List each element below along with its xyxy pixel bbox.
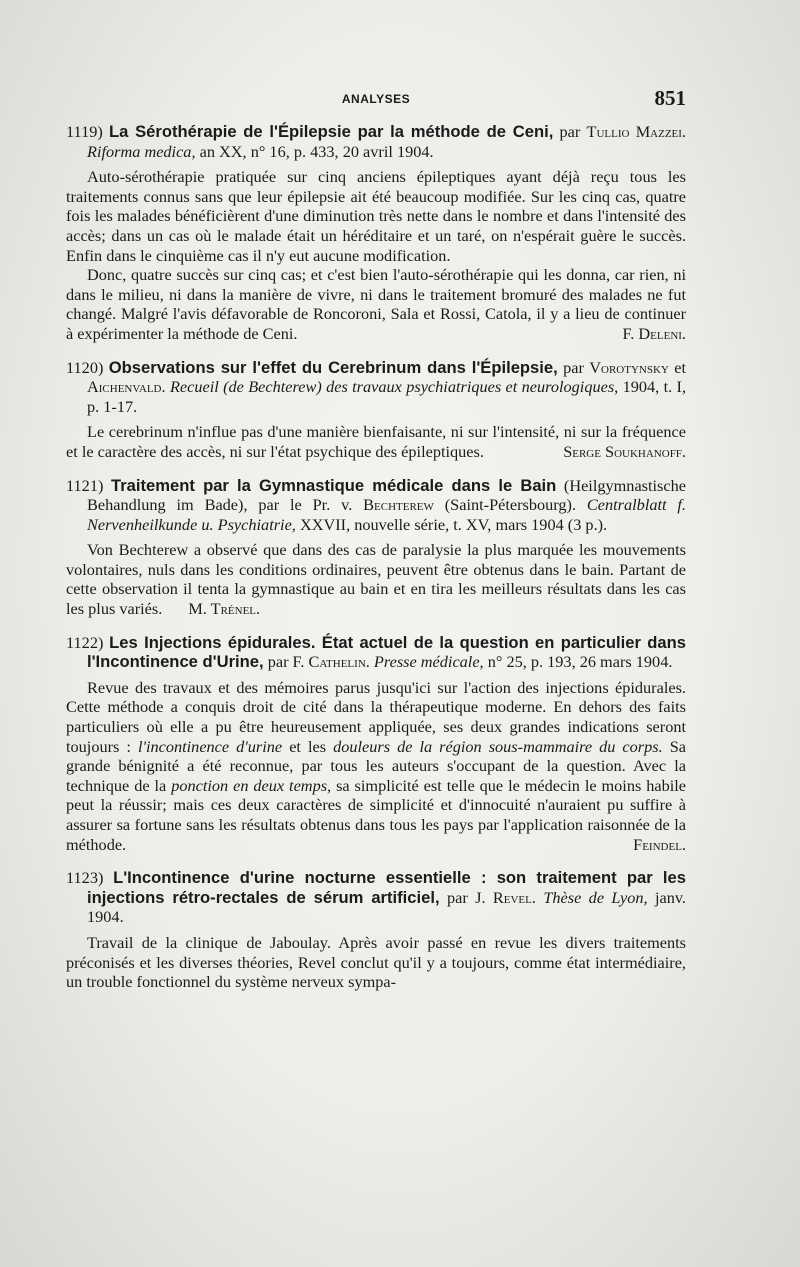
citation: an XX, n° 16, p. 433, 20 avril 1904. bbox=[199, 141, 434, 161]
entry-heading bbox=[66, 358, 686, 417]
paragraph-text: Donc, quatre succès sur cinq cas; et c'est bien l'auto-sérothérapie qui les donna, car rien, ni dans le milieu, ni dans la manière de vivre, ni dans le traitement bromuré des malades ne fut changé. Malgré l'avis défavorable de Roncoroni, Sala et Rossi, Catola, il y a lieu de continuer à expérimenter la méthode de Ceni. bbox=[66, 265, 686, 343]
entry-title: Traitement par la Gymnastique médicale dans le Bain bbox=[111, 475, 557, 495]
paragraph bbox=[66, 678, 686, 854]
journal: Riforma medica, bbox=[87, 141, 196, 161]
entry-number: 1119) bbox=[66, 122, 103, 141]
paragraph: Auto-sérothérapie pratiquée sur cinq anciens épileptiques ayant déjà reçu tous les traitements connus sans que leur épilepsie ait été beaucoup modifiée. Sur les cinq cas, quatre fois les malades bénéficièrent d'une diminution très nette dans le nombre et dans l'intensité des accès; dans un cas où le malade était un héréditaire et un taré, on n'espérait guère le succès. Enfin dans le cinquième cas il n'y eut aucune modification. bbox=[66, 167, 686, 265]
author-2: Aichenvald. bbox=[87, 377, 166, 397]
entry-body bbox=[66, 422, 686, 461]
entry-title: Observations sur l'effet du Cerebrinum dans l'Épilepsie, bbox=[108, 357, 558, 377]
emphasis: douleurs de la région sous-mammaire du corps. bbox=[333, 736, 663, 756]
paragraph-text: Revue des travaux et des mémoires parus jusqu'ici sur l'action des injections épidurales. Cette méthode a conquis droit de cité dans la thérapeutique moderne. En dehors des faits particuliers où elle a pu être heureusement appliquée, ses deux grandes indications seront toujours : bbox=[66, 677, 686, 756]
entry-body bbox=[66, 540, 686, 618]
signature: F. Deleni. bbox=[622, 323, 686, 343]
entry-body bbox=[66, 933, 686, 992]
paragraph: Travail de la clinique de Jaboulay. Après avoir passé en revue les divers traitements préconisés et les diverses théories, Revel conclut qu'il y a toujours, comme état intermédiaire, un trouble fonctionnel du système nerveux sympa- bbox=[66, 932, 686, 992]
entry-title: La Sérothérapie de l'Épilepsie par la méthode de Ceni, bbox=[109, 122, 554, 141]
by-word: par bbox=[559, 122, 581, 141]
by-word: par bbox=[563, 357, 584, 377]
signature: Serge Soukhanoff. bbox=[563, 441, 686, 461]
entry-number: 1122) bbox=[66, 632, 104, 652]
entry-heading bbox=[66, 633, 686, 672]
by-word: par J. bbox=[446, 887, 486, 907]
emphasis: l'incontinence d'urine bbox=[137, 736, 283, 756]
entry-subtitle: (Heilgymnastische Behandlung im Bade), par le Pr. v. bbox=[87, 475, 686, 515]
author: Revel. bbox=[492, 887, 536, 907]
entry-body bbox=[66, 678, 686, 854]
entry-heading bbox=[66, 476, 686, 535]
citation: janv. 1904. bbox=[87, 887, 686, 927]
running-head: ANALYSES bbox=[341, 92, 411, 106]
paragraph-text: Von Bechterew a observé que dans des cas de paralysie la plus marquée les mouvements volontaires, nuls dans les conditions ordinaires, peuvent être obtenus dans le bain. Partant de cette observation il tenta la gymnastique au bain et en tira les meilleurs résultats dans les cas les plus variés. bbox=[66, 540, 686, 619]
entry-heading bbox=[66, 868, 686, 927]
author: Bechterew bbox=[363, 495, 434, 515]
entry-body bbox=[66, 167, 686, 343]
entry-heading bbox=[66, 122, 686, 161]
page-number: 851 bbox=[654, 86, 686, 110]
journal: Presse médicale, bbox=[373, 652, 484, 672]
and-word: et bbox=[674, 357, 686, 377]
abstract-entry-1121 bbox=[66, 476, 686, 619]
page-header bbox=[66, 86, 686, 114]
by-word: par F. bbox=[267, 652, 305, 672]
author: Vorotynsky bbox=[589, 357, 669, 377]
paragraph bbox=[66, 540, 686, 618]
abstract-entry-1123 bbox=[66, 868, 686, 992]
paragraph bbox=[66, 265, 686, 343]
paragraph-text: et les bbox=[289, 736, 327, 756]
entry-number: 1121) bbox=[66, 475, 104, 495]
author: Tullio Mazzei. bbox=[586, 122, 686, 141]
citation: n° 25, p. 193, 26 mars 1904. bbox=[487, 652, 673, 672]
paragraph bbox=[66, 422, 686, 461]
entry-number: 1123) bbox=[66, 868, 104, 888]
author: Cathelin. bbox=[308, 652, 370, 672]
page-content bbox=[66, 122, 686, 1006]
signature: Feindel. bbox=[633, 834, 686, 854]
journal: Centralblatt f. Nervenheilkunde u. Psychiatrie, bbox=[87, 495, 686, 534]
abstract-entry-1120 bbox=[66, 358, 686, 462]
author-place: (Saint-Pétersbourg). bbox=[444, 495, 577, 515]
emphasis: ponction en deux temps, bbox=[171, 775, 332, 795]
journal: Thèse de Lyon, bbox=[543, 887, 648, 907]
paragraph-text: Le cerebrinum n'influe pas d'une manière bienfaisante, ni sur l'intensité, ni sur la fréquence et le caractère des accès, ni sur l'état psychique des épileptiques. bbox=[66, 422, 686, 461]
citation: XXVII, nouvelle série, t. XV, mars 1904 (3 p.). bbox=[299, 514, 608, 534]
abstract-entry-1122 bbox=[66, 633, 686, 855]
citation: 1904, t. I, p. 1-17. bbox=[87, 377, 687, 416]
entry-title: L'Incontinence d'urine nocturne essentielle : son traitement par les injections rétro-rectales de sérum artificiel, bbox=[87, 868, 686, 907]
entry-title: Les Injections épidurales. État actuel de la question en particulier dans l'Incontinence d'Urine, bbox=[87, 632, 686, 672]
signature: M. Trénel. bbox=[188, 599, 261, 619]
abstract-entry-1119 bbox=[66, 122, 686, 344]
paragraph-text: Sa grande bénignité a été reconnue, par tous les auteurs s'occupant de la question. Avec la technique de la bbox=[66, 736, 686, 795]
paragraph-text: sa simplicité est telle que le médecin le moins habile peut la réussir; mais ces deux caractères de simplicité et d'innocuité n'auraient pu suffire à assurer sa fortune sans les résultats obtenus dans tous les pays par l'application raisonnée de la méthode. bbox=[66, 775, 687, 854]
entry-number: 1120) bbox=[66, 357, 104, 377]
journal: Recueil (de Bechterew) des travaux psychiatriques et neurologiques, bbox=[169, 377, 619, 397]
